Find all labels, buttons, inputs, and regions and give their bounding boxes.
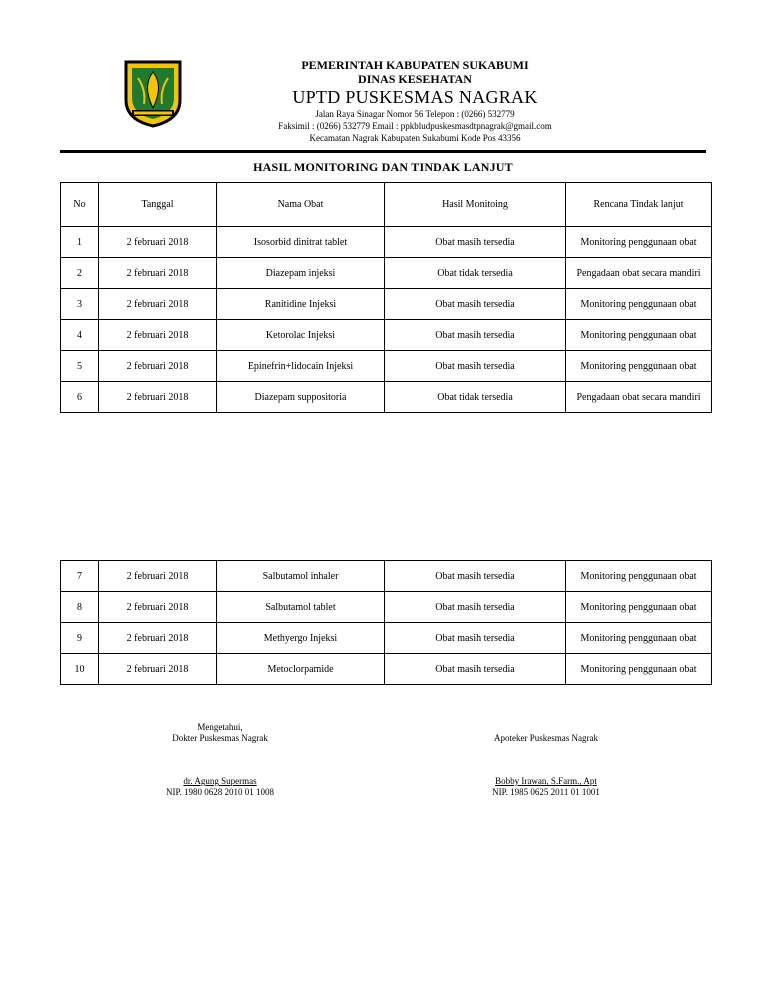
cell-tanggal: 2 februari 2018 <box>99 320 217 351</box>
cell-hasil: Obat masih tersedia <box>385 654 566 685</box>
letterhead-department: DINAS KESEHATAN <box>358 72 472 86</box>
cell-tanggal: 2 februari 2018 <box>99 592 217 623</box>
cell-rencana: Monitoring penggunaan obat <box>566 351 712 382</box>
signature-right-role: Apoteker Puskesmas Nagrak <box>494 733 598 743</box>
signature-left-nip: NIP. 1980 0628 2010 01 1008 <box>165 787 274 797</box>
signature-left-role: Dokter Puskesmas Nagrak <box>172 733 268 743</box>
table-row <box>61 561 712 592</box>
cell-no: 3 <box>61 289 99 320</box>
cell-tanggal: 2 februari 2018 <box>99 227 217 258</box>
document-title: HASIL MONITORING DAN TINDAK LANJUT <box>253 160 513 174</box>
cell-hasil: Obat tidak tersedia <box>385 258 566 289</box>
cell-tanggal: 2 februari 2018 <box>99 289 217 320</box>
table-row <box>61 320 712 351</box>
cell-nama-obat: Diazepam injeksi <box>217 258 385 289</box>
cell-rencana: Pengadaan obat secara mandiri <box>566 258 712 289</box>
table-row <box>61 227 712 258</box>
signature-right-name: Bobby Irawan, S.Farm., Apt <box>495 776 597 786</box>
cell-no: 10 <box>61 654 99 685</box>
cell-no: 5 <box>61 351 99 382</box>
cell-rencana: Monitoring penggunaan obat <box>566 623 712 654</box>
cell-rencana: Monitoring penggunaan obat <box>566 289 712 320</box>
signature-right-nip: NIP. 1985 0625 2011 01 1001 <box>492 787 600 797</box>
cell-nama-obat: Epinefrin+lidocain Injeksi <box>217 351 385 382</box>
signature-right-name-block <box>416 776 676 798</box>
cell-no: 6 <box>61 382 99 413</box>
cell-rencana: Monitoring penggunaan obat <box>566 561 712 592</box>
header-nama-obat: Nama Obat <box>217 183 385 227</box>
table-row <box>61 654 712 685</box>
cell-tanggal: 2 februari 2018 <box>99 654 217 685</box>
cell-rencana: Monitoring penggunaan obat <box>566 320 712 351</box>
cell-no: 1 <box>61 227 99 258</box>
table-row <box>61 382 712 413</box>
cell-nama-obat: Salbutamol inhaler <box>217 561 385 592</box>
cell-hasil: Obat masih tersedia <box>385 351 566 382</box>
table-row <box>61 623 712 654</box>
signature-right-block <box>416 733 676 744</box>
cell-nama-obat: Isosorbid dinitrat tablet <box>217 227 385 258</box>
header-tanggal: Tanggal <box>99 183 217 227</box>
cell-no: 8 <box>61 592 99 623</box>
cell-hasil: Obat masih tersedia <box>385 289 566 320</box>
kabupaten-sukabumi-emblem-icon <box>124 60 182 128</box>
signature-left-name: dr. Agung Supermas <box>183 776 257 786</box>
letterhead-contact: Faksimil : (0266) 532779 Email : ppkbludpuskesmasdtpnagrak@gmail.com <box>278 121 552 131</box>
cell-tanggal: 2 februari 2018 <box>99 351 217 382</box>
signature-left-acknowledge: Mengetahui, <box>197 722 243 732</box>
cell-hasil: Obat masih tersedia <box>385 592 566 623</box>
cell-hasil: Obat masih tersedia <box>385 320 566 351</box>
cell-hasil: Obat masih tersedia <box>385 561 566 592</box>
header-no: No <box>61 183 99 227</box>
table-row <box>61 592 712 623</box>
monitoring-table-bottom <box>60 560 712 685</box>
cell-no: 4 <box>61 320 99 351</box>
cell-rencana: Monitoring penggunaan obat <box>566 592 712 623</box>
cell-hasil: Obat masih tersedia <box>385 623 566 654</box>
cell-hasil: Obat tidak tersedia <box>385 382 566 413</box>
letterhead-institution: UPTD PUSKESMAS NAGRAK <box>292 87 538 107</box>
cell-tanggal: 2 februari 2018 <box>99 623 217 654</box>
letterhead-location: Kecamatan Nagrak Kabupaten Sukabumi Kode Pos 43356 <box>309 133 521 143</box>
monitoring-table-top <box>60 182 712 413</box>
cell-rencana: Pengadaan obat secara mandiri <box>566 382 712 413</box>
signature-left-name-block <box>90 776 350 798</box>
cell-nama-obat: Salbutamol tablet <box>217 592 385 623</box>
letterhead-divider <box>60 150 706 153</box>
cell-nama-obat: Methyergo Injeksi <box>217 623 385 654</box>
cell-nama-obat: Ketorolac Injeksi <box>217 320 385 351</box>
cell-rencana: Monitoring penggunaan obat <box>566 654 712 685</box>
cell-tanggal: 2 februari 2018 <box>99 561 217 592</box>
cell-tanggal: 2 februari 2018 <box>99 258 217 289</box>
cell-nama-obat: Diazepam suppositoria <box>217 382 385 413</box>
cell-rencana: Monitoring penggunaan obat <box>566 227 712 258</box>
cell-no: 9 <box>61 623 99 654</box>
cell-hasil: Obat masih tersedia <box>385 227 566 258</box>
cell-nama-obat: Ranitidine Injeksi <box>217 289 385 320</box>
letterhead <box>190 58 640 144</box>
cell-no: 2 <box>61 258 99 289</box>
cell-nama-obat: Metoclorpamide <box>217 654 385 685</box>
table-row <box>61 351 712 382</box>
header-hasil-monitoring: Hasil Monitoing <box>385 183 566 227</box>
table-header-row <box>61 183 712 227</box>
header-rencana-tindak-lanjut: Rencana Tindak lanjut <box>566 183 712 227</box>
cell-tanggal: 2 februari 2018 <box>99 382 217 413</box>
letterhead-address: Jalan Raya Sinagar Nomor 56 Telepon : (0266) 532779 <box>315 109 515 119</box>
table-row <box>61 289 712 320</box>
cell-no: 7 <box>61 561 99 592</box>
signature-left-block <box>90 722 350 744</box>
table-row <box>61 258 712 289</box>
letterhead-government: PEMERINTAH KABUPATEN SUKABUMI <box>301 58 529 72</box>
